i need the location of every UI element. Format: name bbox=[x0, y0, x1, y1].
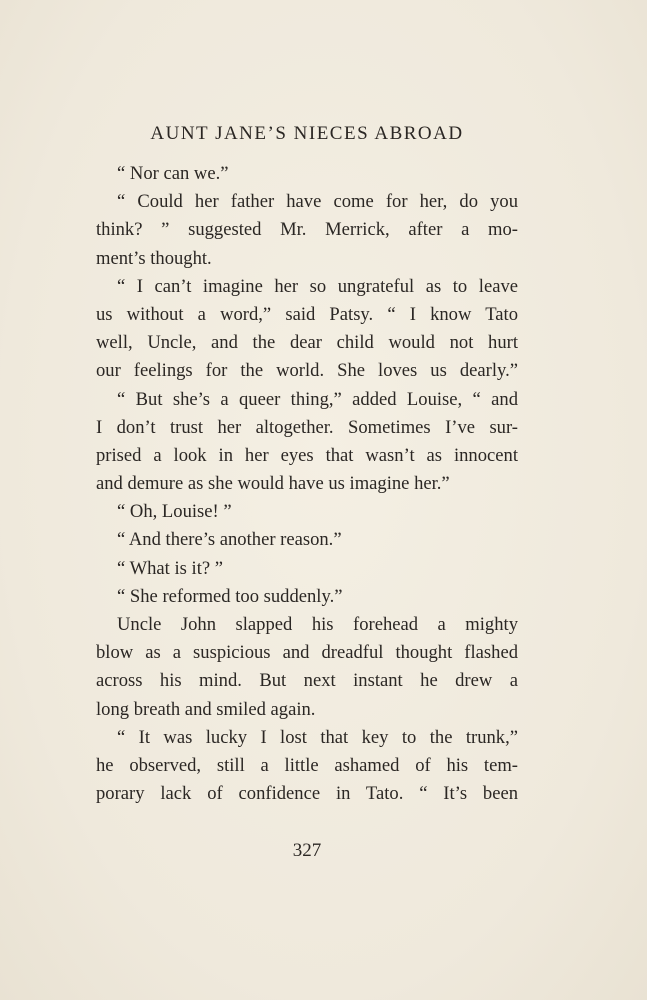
text-line: us without a word,” said Patsy. “ I know Tato bbox=[96, 303, 518, 325]
text-line: Uncle John slapped his forehead a mighty bbox=[117, 614, 518, 635]
text-line: “ And there’s another reason.” bbox=[117, 529, 342, 551]
text-line: think? ” suggested Mr. Merrick, after a mo- bbox=[96, 219, 518, 241]
text-line: “ It was lucky I lost that key to the trunk,” bbox=[117, 726, 518, 748]
text-line: ment’s thought. bbox=[96, 247, 212, 269]
running-head: AUNT JANE’S NIECES ABROAD bbox=[150, 123, 464, 144]
text-line: “ Nor can we.” bbox=[117, 163, 229, 184]
text-line: across his mind. But next instant he drew a bbox=[96, 670, 518, 692]
text-line: prised a look in her eyes that wasn’t as innocent bbox=[96, 444, 518, 466]
text-line: long breath and smiled again. bbox=[96, 698, 316, 720]
text-line: he observed, still a little ashamed of his tem- bbox=[96, 754, 518, 776]
text-line: I don’t trust her altogether. Sometimes I’ve sur- bbox=[96, 416, 518, 438]
text-line: “ She reformed too suddenly.” bbox=[117, 585, 343, 607]
text-line: “ Could her father have come for her, do you bbox=[117, 191, 518, 213]
text-line: “ Oh, Louise! ” bbox=[117, 501, 232, 523]
text-line: blow as a suspicious and dreadful thought flashed bbox=[96, 642, 518, 664]
body-text bbox=[96, 160, 518, 808]
page-number: 327 bbox=[292, 840, 322, 861]
text-line: porary lack of confidence in Tato. “ It’s been bbox=[96, 783, 518, 805]
text-line: “ What is it? ” bbox=[117, 557, 224, 579]
text-line: well, Uncle, and the dear child would not hurt bbox=[96, 332, 518, 354]
text-line: our feelings for the world. She loves us dearly.” bbox=[96, 360, 518, 382]
text-line: and demure as she would have us imagine her.” bbox=[96, 473, 450, 495]
text-line: “ But she’s a queer thing,” added Louise, “ and bbox=[117, 388, 518, 410]
text-line: “ I can’t imagine her so ungrateful as to leave bbox=[117, 275, 518, 297]
